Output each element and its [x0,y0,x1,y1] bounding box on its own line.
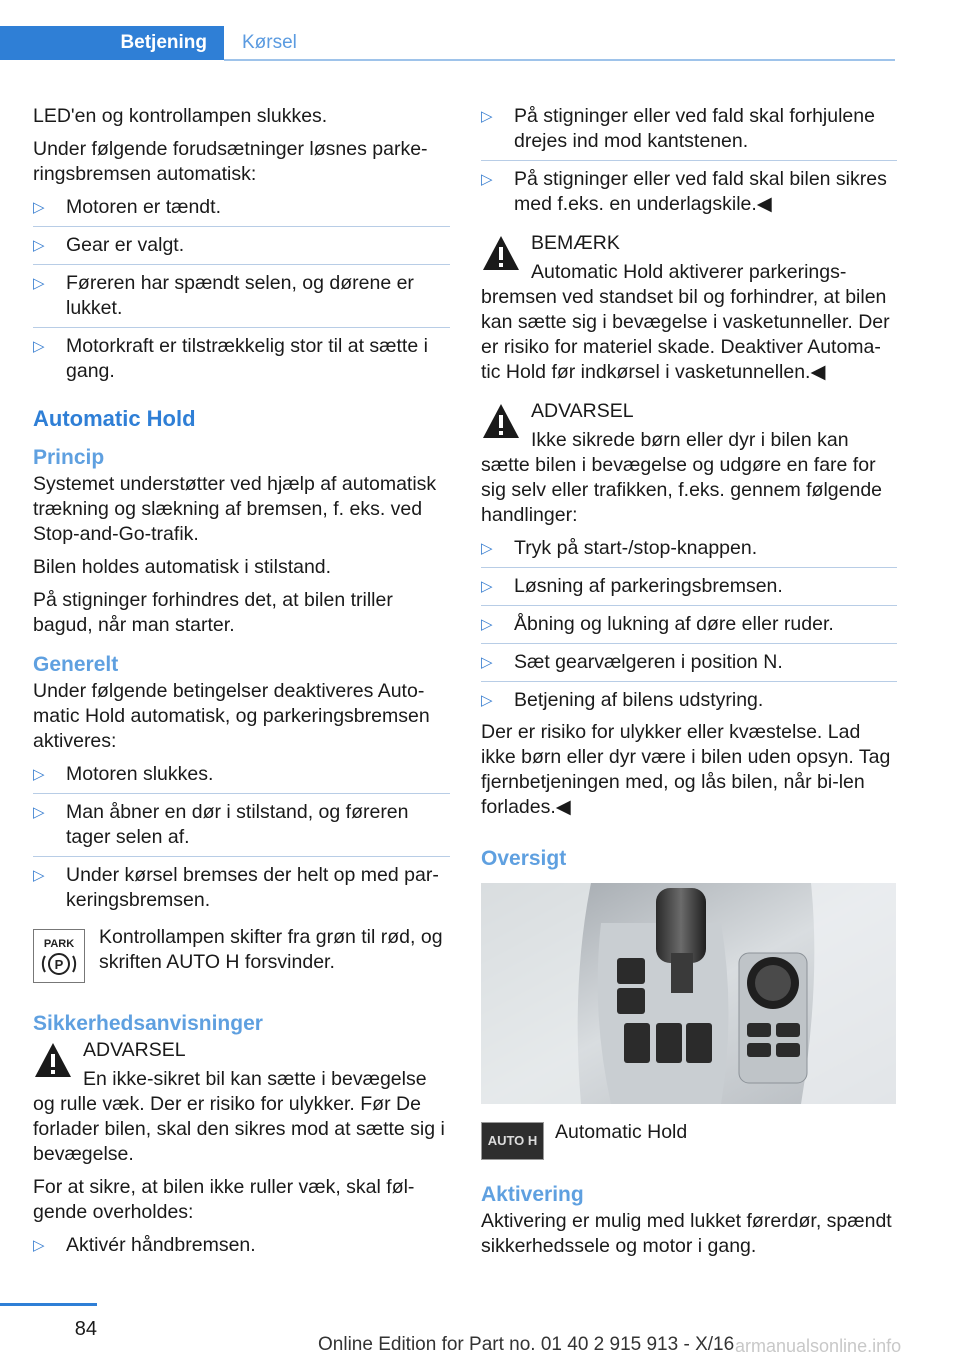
triangle-bullet-icon: ▷ [33,199,45,216]
park-indicator-note [33,925,450,985]
warning-triangle-icon [481,401,521,441]
triangle-bullet-icon: ▷ [33,804,45,821]
watermark: armanualsonline.info [735,1336,902,1356]
page-number: 84 [74,1318,97,1340]
list-item: ▷ Motoren slukkes. [33,762,450,794]
subheading-generelt: Generelt [33,653,119,676]
subheading-sikkerhedsanvisninger: Sikkerhedsanvisninger [33,1012,263,1035]
paragraph: For at sikre, at bilen ikke ruller væk, skal føl‐gende overholdes: [33,1176,415,1223]
list-item: ▷ Gear er valgt. [33,233,450,265]
section-heading-automatic-hold: Automatic Hold [33,406,196,431]
triangle-bullet-icon: ▷ [33,766,45,783]
triangle-bullet-icon: ▷ [481,171,493,188]
triangle-bullet-icon: ▷ [481,692,493,709]
list-item: ▷ Motorkraft er tilstrækkelig stor til at sætte i gang. [33,335,428,382]
paragraph: Bilen holdes automatisk i stilstand. [33,556,332,578]
bullet-list [33,1233,450,1258]
warning-text: Ikke sikrede børn eller dyr i bilen kan sætte bilen i bevægelse og udgøre en fare for sig selv eller trafikken, f.eks. gennem følgende handlinger: [481,429,883,526]
park-note-text: Kontrollampen skifter fra grøn til rød, og skriften AUTO H forsvinder. [99,926,443,973]
bullet-list [481,536,897,713]
bullet-list [33,195,450,384]
paragraph: Aktivering er mulig med lukket førerdør, spændt sikkerhedssele og motor i gang. [481,1210,892,1257]
list-item: ▷ Betjening af bilens udstyring. [481,689,764,711]
paragraph: Systemet understøtter ved hjælp af automatisk trækning og slækning af bremsen, f. eks. ved Stop-and-Go-trafik. [33,473,437,545]
park-icon-label: PARK [43,938,75,950]
bullet-list [33,762,450,913]
triangle-bullet-icon: ▷ [33,867,45,884]
footer-accent-line [0,1303,97,1306]
svg-text:P: P [54,957,64,972]
list-item: ▷ Løsning af parkeringsbremsen. [481,574,897,606]
paragraph: Der er risiko for ulykker eller kvæstelse. Lad ikke børn eller dyr være i bilen uden opsyn. Tag fjernbetjeningen med, og lås bilen, når bi‐len forlades.◀ [481,721,891,818]
triangle-bullet-icon: ▷ [481,540,493,557]
paragraph: På stigninger forhindres det, at bilen triller bagud, når man starter. [33,589,393,636]
list-item: ▷ Føreren har spændt selen, og dørene er lukket. [33,271,450,328]
warning-text: En ikke-sikret bil kan sætte i bevægelse og rulle væk. Der er risiko for ulykker. Før De forlader bilen, skal den sikres mod at sætte sig i bevægelse. [33,1068,445,1165]
subheading-aktivering: Aktivering [481,1183,584,1206]
paragraph: Under følgende betingelser deaktiveres Auto‐matic Hold automatisk, og parkeringsbremsen aktiveres: [33,680,430,752]
warning-box [481,399,897,528]
list-item: ▷ På stigninger eller ved fald skal bilen sikres med f.eks. en underlagskile.◀ [481,168,887,215]
center-console-photo [481,883,896,1104]
triangle-bullet-icon: ▷ [33,275,45,292]
list-item: ▷ Man åbner en dør i stilstand, og føreren tager selen af. [33,800,450,857]
auto-h-button-icon: AUTO H [481,1122,544,1160]
note-title: BEMÆRK [531,232,620,254]
subheading-princip: Princip [33,446,105,469]
note-text: Automatic Hold aktiverer parkerings‐bremsen ved standset bil og forhindrer, at bilen kan sætte sig i bevægelse i vasketunneller. Der er risiko for materiel skade. Deaktiver Automa‐tic Hold før indkørsel i vasketunnellen.◀ [481,261,890,383]
triangle-bullet-icon: ▷ [481,616,493,633]
triangle-bullet-icon: ▷ [33,237,45,254]
tab-betjening[interactable]: Betjening [0,26,224,60]
paragraph: LED'en og kontrollampen slukkes. [33,105,328,127]
note-box [481,231,897,385]
edition-footer: Online Edition for Part no. 01 40 2 915 913 - X/16 [318,1334,735,1355]
warning-box [33,1038,450,1167]
right-column [481,104,897,1267]
list-item: ▷ Åbning og lukning af døre eller ruder. [481,612,897,644]
warning-triangle-icon [33,1040,73,1080]
list-item: ▷ Tryk på start-/stop-knappen. [481,536,897,568]
left-column [33,104,450,1265]
park-brake-icon [33,929,85,983]
warning-triangle-icon [481,233,521,273]
autoh-button-note [481,1120,897,1162]
triangle-bullet-icon: ▷ [481,654,493,671]
bullet-list [481,104,897,217]
list-item: ▷ Under kørsel bremses der helt op med par‐keringsbremsen. [33,864,439,911]
list-item: ▷ Motoren er tændt. [33,195,450,227]
subheading-oversigt: Oversigt [481,847,567,870]
list-item: ▷ På stigninger eller ved fald skal forhjulene drejes ind mod kantstenen. [481,104,897,161]
triangle-bullet-icon: ▷ [481,578,493,595]
triangle-bullet-icon: ▷ [481,108,493,125]
warning-title: ADVARSEL [83,1039,186,1061]
tab-underline [224,59,895,61]
list-item: ▷ Sæt gearvælgeren i position N. [481,650,897,682]
autoh-label: Automatic Hold [555,1121,688,1143]
warning-title: ADVARSEL [531,400,634,422]
triangle-bullet-icon: ▷ [33,338,45,355]
header-tabs [0,26,895,60]
triangle-bullet-icon: ▷ [33,1237,45,1254]
paragraph: Under følgende forudsætninger løsnes parke‐ringsbremsen automatisk: [33,138,428,185]
list-item: ▷ Aktivér håndbremsen. [33,1234,256,1256]
tab-korsel[interactable]: Kørsel [242,32,297,53]
